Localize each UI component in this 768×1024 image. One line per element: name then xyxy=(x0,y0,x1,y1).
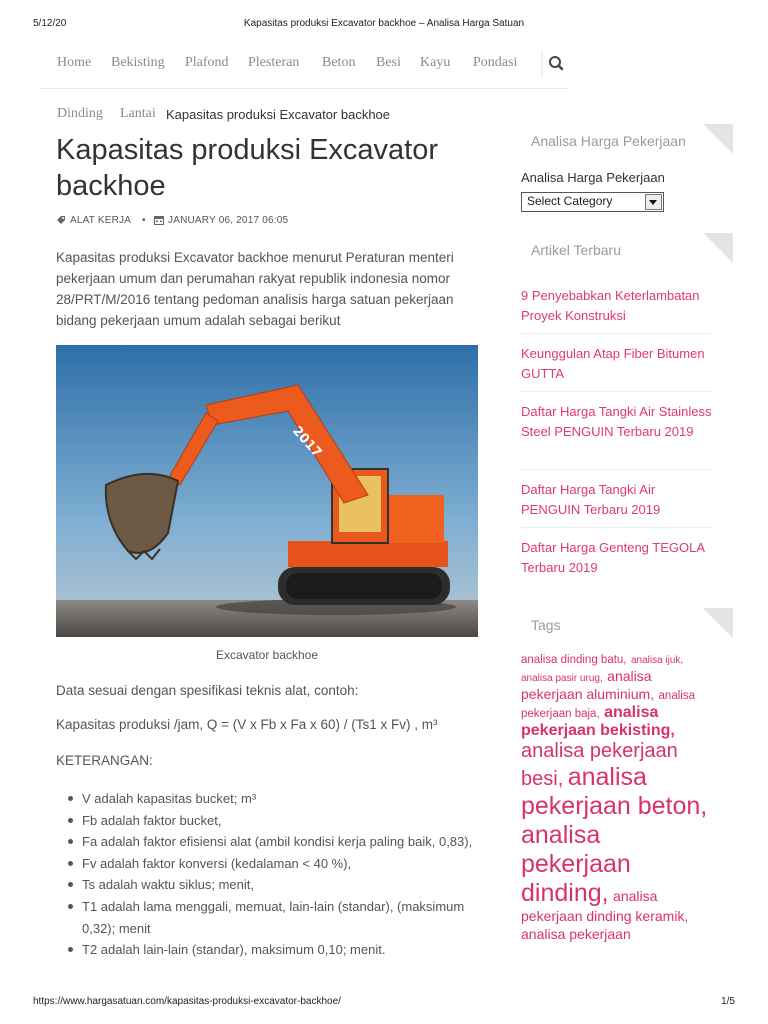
intro-paragraph: Kapasitas produksi Excavator backhoe menurut Peraturan menteri pekerjaan umum dan perumahan rakyat republik indonesia nomor 28/PRT/M/2016 tentang pedoman analisis harga satuan pekerjaan bidang pekerjaan umum adalah sebagai berikut xyxy=(56,250,454,328)
post-date: JANUARY 06, 2017 06:05 xyxy=(168,215,289,226)
widget-title-tags: Tags xyxy=(531,617,561,633)
spec-paragraph: Data sesuai dengan spesifikasi teknis alat, contoh: xyxy=(56,683,359,698)
image-caption: Excavator backhoe xyxy=(215,648,319,662)
corner-decoration xyxy=(703,233,733,263)
list-item: Fb adalah faktor bucket, xyxy=(56,810,498,832)
tag-link[interactable]: analisa dinding batu, xyxy=(521,654,627,666)
chevron-down-icon[interactable] xyxy=(645,194,662,210)
list-item: T2 adalah lain-lain (standar), maksimum 0,10; menit. xyxy=(56,939,498,961)
list-item: Fa adalah faktor efisiensi alat (ambil kondisi kerja paling baik, 0,83), xyxy=(56,831,498,853)
print-url: https://www.hargasatuan.com/kapasitas-produksi-excavator-backhoe/ xyxy=(33,996,341,1007)
page-title: Kapasitas produksi Excavator backhoe xyxy=(56,134,439,202)
nav-item-plafond[interactable]: Plafond xyxy=(185,55,229,70)
keterangan-list xyxy=(56,788,498,961)
list-item: Fv adalah faktor konversi (kedalaman < 40 %), xyxy=(56,853,498,875)
divider xyxy=(521,469,713,470)
calendar-icon xyxy=(154,215,164,228)
nav-item-beton[interactable]: Beton xyxy=(322,55,356,70)
print-date: 5/12/20 xyxy=(33,18,67,29)
nav-item-pondasi[interactable]: Pondasi xyxy=(473,55,518,70)
recent-post-link[interactable]: Daftar Harga Tangki Air PENGUIN Terbaru 2019 xyxy=(521,482,661,517)
tag-icon xyxy=(56,215,66,228)
print-header xyxy=(33,18,735,32)
widget-title-analisa: Analisa Harga Pekerjaan xyxy=(531,133,686,149)
divider xyxy=(521,391,713,392)
tag-link[interactable]: analisa ijuk, xyxy=(630,655,684,666)
keterangan-heading: KETERANGAN: xyxy=(56,753,153,768)
widget-head-tags xyxy=(521,608,733,642)
meta-separator: • xyxy=(142,215,146,226)
recent-post-link[interactable]: 9 Penyebabkan Keterlambatan Proyek Konstruksi xyxy=(521,288,700,323)
list-item: V adalah kapasitas bucket; m³ xyxy=(56,788,498,810)
formula-paragraph: Kapasitas produksi /jam, Q = (V x Fb x Fa x 60) / (Ts1 x Fv) , m³ xyxy=(56,717,438,732)
tag-cloud xyxy=(521,650,713,944)
tag-link[interactable]: analisa pekerjaan besi, xyxy=(521,740,678,790)
tag-link[interactable]: analisa pekerjaan bekisting, xyxy=(521,704,675,739)
recent-post-link[interactable]: Daftar Harga Tangki Air Stainless Steel PENGUIN Terbaru 2019 xyxy=(521,404,712,439)
corner-decoration xyxy=(703,124,733,154)
search-icon[interactable] xyxy=(530,52,566,76)
category-select-value: Select Category xyxy=(527,194,613,208)
print-page-number: 1/5 xyxy=(721,996,735,1007)
tag-link[interactable]: analisa pekerjaan dinding, xyxy=(521,821,631,907)
breadcrumb-current: Kapasitas produksi Excavator backhoe xyxy=(166,107,391,122)
recent-post-link[interactable]: Keunggulan Atap Fiber Bitumen GUTTA xyxy=(521,346,705,381)
divider xyxy=(521,527,713,528)
post-category[interactable]: ALAT KERJA xyxy=(70,215,132,226)
divider xyxy=(521,333,713,334)
tag-link[interactable]: analisa pasir urug, xyxy=(521,673,603,684)
list-item: Ts adalah waktu siklus; menit, xyxy=(56,874,498,896)
print-title: Kapasitas produksi Excavator backhoe – Analisa Harga Satuan xyxy=(243,18,525,29)
widget-head-artikel xyxy=(521,233,733,267)
corner-decoration xyxy=(703,608,733,638)
main-nav xyxy=(40,40,568,89)
widget-title-artikel: Artikel Terbaru xyxy=(531,242,622,258)
tag-link[interactable]: analisa pekerjaan aluminium, xyxy=(521,668,655,702)
widget-head-analisa xyxy=(521,124,733,158)
category-select[interactable] xyxy=(521,192,664,212)
breadcrumb-lantai[interactable]: Lantai xyxy=(120,106,156,121)
nav-item-plesteran[interactable]: Plesteran xyxy=(248,55,300,70)
category-label: Analisa Harga Pekerjaan xyxy=(521,170,665,185)
nav-item-bekisting[interactable]: Bekisting xyxy=(111,55,165,70)
list-item: T1 adalah lama menggali, memuat, lain-lain (standar), (maksimum 0,32); menit xyxy=(56,896,498,939)
tag-link[interactable]: analisa pekerjaan beton, xyxy=(521,763,708,820)
print-footer xyxy=(33,996,735,1010)
nav-item-home[interactable]: Home xyxy=(57,55,92,70)
breadcrumb-dinding[interactable]: Dinding xyxy=(57,106,103,121)
boom-label-text: 2017 xyxy=(289,423,325,461)
tag-link[interactable]: analisa pekerjaan baja, xyxy=(521,690,695,720)
nav-item-besi[interactable]: Besi xyxy=(376,55,401,70)
tag-link[interactable]: analisa pekerjaan dinding keramik, xyxy=(521,888,689,924)
nav-item-kayu[interactable]: Kayu xyxy=(420,55,451,70)
recent-post-link[interactable]: Daftar Harga Genteng TEGOLA Terbaru 2019 xyxy=(521,540,705,575)
tag-link[interactable]: analisa pekerjaan xyxy=(521,926,631,942)
excavator-image xyxy=(56,345,478,637)
